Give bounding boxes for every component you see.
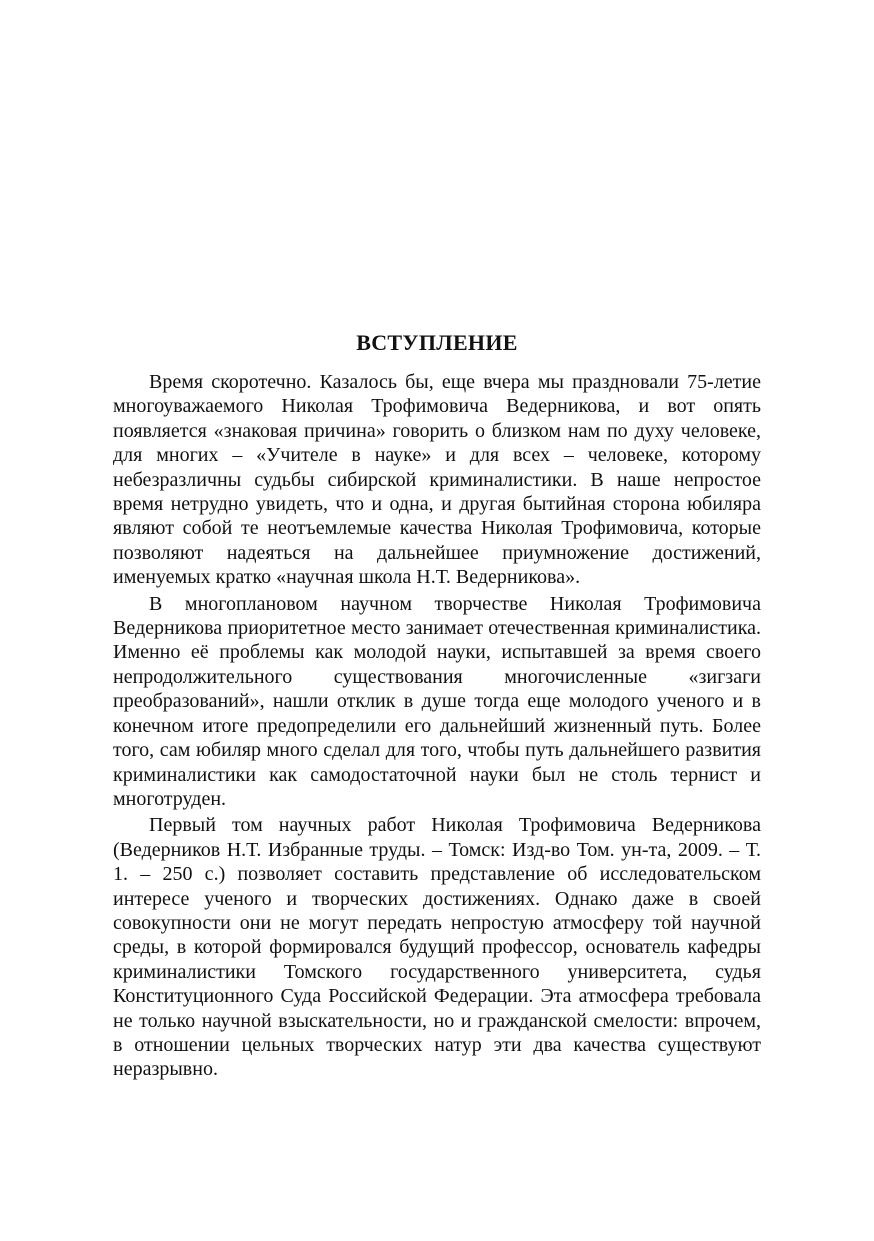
paragraph-3: Первый том научных работ Николая Трофимовича Ведерникова (Ведерников Н.Т. Избранные труды. – Томск: Изд-во Том. ун-та, 2009. – Т. 1. – 250 с.) позволяет составить представление об исследовательском интересе ученого и творческих достижениях. Однако даже в своей совокупности они не могут передать непростую атмосферу той научной среды, в которой формировался будущий профессор, основатель кафедры криминалистики Томского государственного университета, судья Конституционного Суда Российской Федерации. Эта атмосфера требовала не только научной взыскательности, но и гражданской смелости: впрочем, в отношении цельных творческих натур эти два качества существуют неразрывно.: [113, 814, 761, 1081]
section-title: ВСТУПЛЕНИЕ: [356, 330, 518, 355]
document-page: [113, 329, 761, 1084]
paragraph-2: В многоплановом научном творчестве Николая Трофимовича Ведерникова приоритетное место занимает отечественная криминалистика. Именно её проблемы как молодой науки, испытавшей за время своего непродолжительного существования многочисленные «зигзаги преобразований», нашли отклик в душе тогда еще молодого ученого и в конечном итоге предопределили его дальнейший жизненный путь. Более того, сам юбиляр много сделал для того, чтобы путь дальнейшего развития криминалистики как самодостаточной науки был не столь тернист и многотруден.: [113, 592, 761, 810]
paragraph-1: Время скоротечно. Казалось бы, еще вчера мы праздновали 75-летие многоуважаемого Николая Трофимовича Ведерникова, и вот опять появляется «знаковая причина» говорить о близком нам по духу человеке, для многих – «Учителе в науке» и для всех – человеке, которому небезразличны судьбы сибирской криминалистики. В наше непростое время нетрудно увидеть, что и одна, и другая бытийная сторона юбиляра являют собой те неотъемлемые качества Николая Трофимовича, которые позволяют надеяться на дальнейшее приумножение достижений, именуемых кратко «научная школа Н.Т. Ведерникова».: [113, 371, 761, 589]
